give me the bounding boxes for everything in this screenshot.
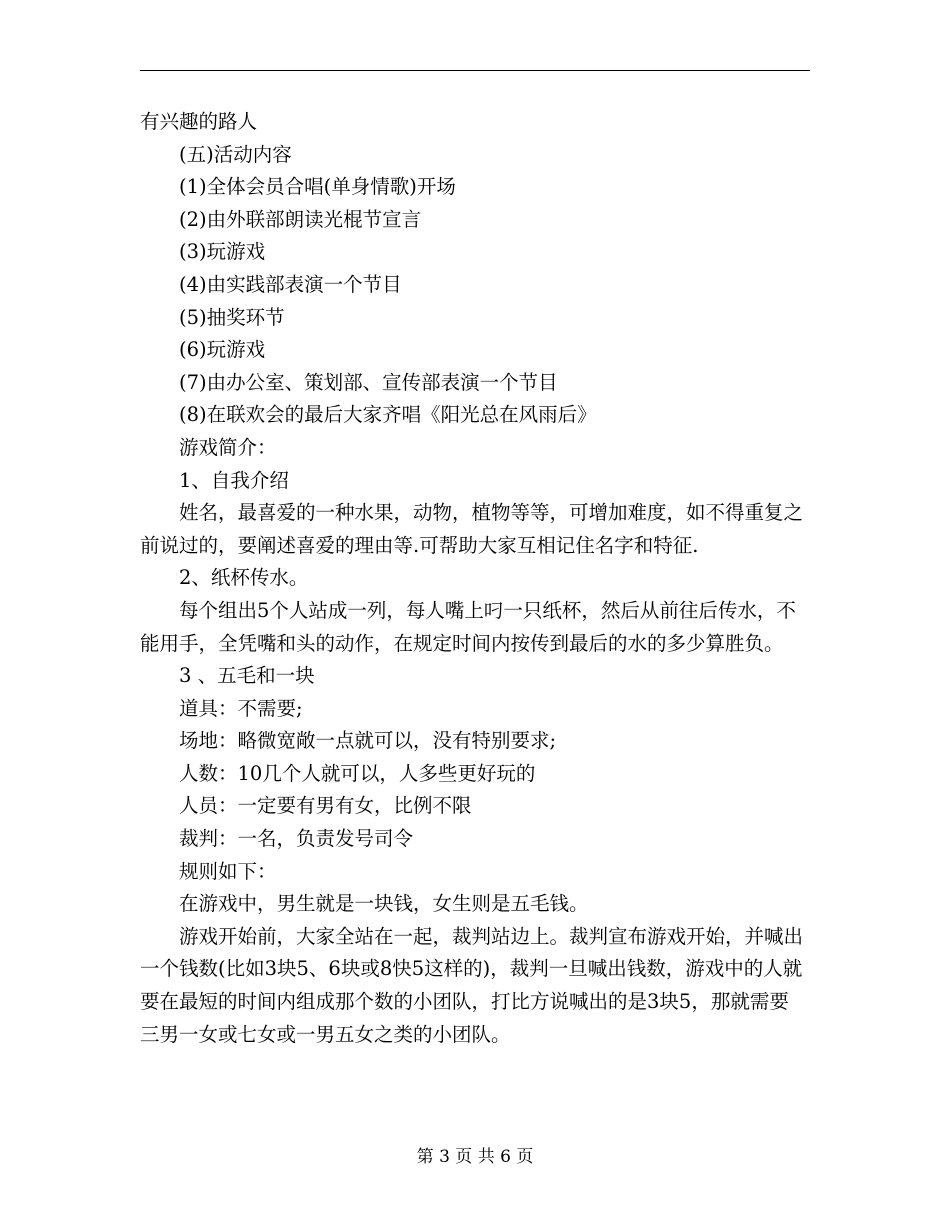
- paragraph: 人员：一定要有男有女，比例不限: [179, 794, 472, 818]
- list-item: (6)玩游戏: [179, 338, 266, 362]
- section-heading: 游戏简介：: [179, 435, 277, 459]
- list-item: (4)由实践部表演一个节目: [179, 272, 402, 296]
- page-footer: 第 3 页 共 6 页: [416, 1147, 534, 1167]
- paragraph: 人数：10几个人就可以，人多些更好玩的: [179, 761, 536, 785]
- paragraph: 道具：不需要;: [179, 696, 303, 720]
- document-body: [140, 106, 805, 1051]
- game-title: 3 、五毛和一块: [179, 664, 315, 688]
- game-title: 1、自我介绍: [179, 468, 289, 492]
- paragraph: 场地：略微宽敞一点就可以，没有特别要求;: [179, 729, 557, 753]
- paragraph: 姓名，最喜爱的一种水果，动物，植物等等，可增加难度，如不得重复之前说过的，要阐述喜爱的理由等.可帮助大家互相记住名字和特征.: [140, 501, 804, 557]
- game-title: 2、纸杯传水。: [179, 566, 309, 590]
- paragraph: 在游戏中，男生就是一块钱，女生则是五毛钱。: [179, 892, 589, 916]
- paragraph: 裁判：一名，负责发号司令: [179, 827, 414, 851]
- paragraph: 游戏开始前，大家全站在一起，裁判站边上。裁判宣布游戏开始，并喊出一个钱数(比如3块5、6块或8快5这样的)，裁判一旦喊出钱数，游戏中的人就要在最短的时间内组成那个数的小团队，打比方说喊出的是3块5，那就需要三男一女或七女或一男五女之类的小团队。: [140, 924, 804, 1046]
- list-item: (7)由办公室、策划部、宣传部表演一个节目: [179, 370, 558, 394]
- paragraph: 规则如下：: [179, 859, 277, 883]
- paragraph: 每个组出5个人站成一列，每人嘴上叼一只纸杯，然后从前往后传水，不能用手，全凭嘴和头的动作，在规定时间内按传到最后的水的多少算胜负。: [140, 598, 796, 655]
- list-item: (3)玩游戏: [179, 240, 266, 264]
- list-item: (8)在联欢会的最后大家齐唱《阳光总在风雨后》: [179, 403, 597, 427]
- paragraph: 有兴趣的路人: [140, 110, 258, 133]
- section-heading: (五)活动内容: [179, 142, 292, 166]
- list-item: (1)全体会员合唱(单身情歌)开场: [179, 175, 456, 199]
- list-item: (2)由外联部朗读光棍节宣言: [179, 207, 422, 231]
- list-item: (5)抽奖环节: [179, 305, 285, 329]
- header-rule: [140, 70, 810, 71]
